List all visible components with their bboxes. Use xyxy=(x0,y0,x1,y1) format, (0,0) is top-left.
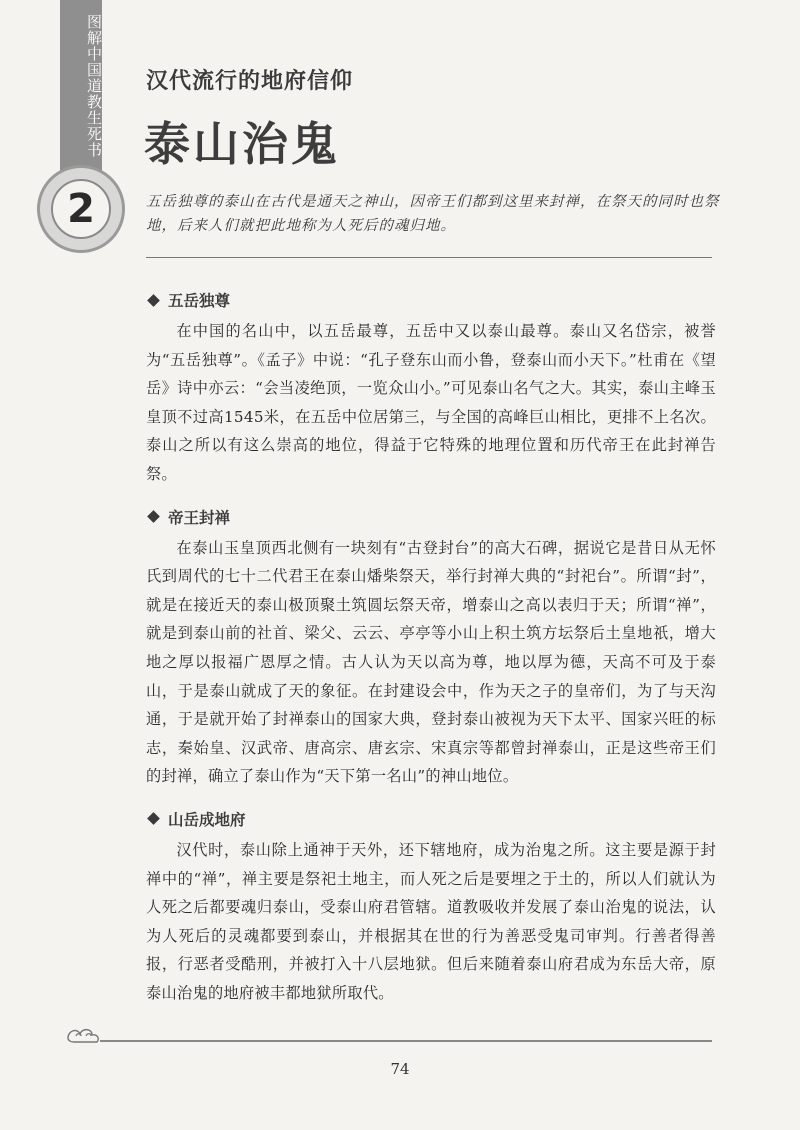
intro-divider xyxy=(146,257,712,258)
footer-divider xyxy=(100,1040,712,1042)
section-heading-text: 帝王封禅 xyxy=(168,508,231,527)
diamond-bullet-icon xyxy=(147,294,160,307)
chapter-kicker: 汉代流行的地府信仰 xyxy=(146,69,354,94)
chapter-number: 2 xyxy=(51,179,111,239)
book-title-tab xyxy=(60,0,102,172)
section-body: 在泰山玉皇顶西北侧有一块刻有“古登封台”的高大石碑，据说它是昔日从无怀氏到周代的七十二代君王在泰山燔柴祭天，举行封禅大典的“封祀台”。所谓“封”，就是在接近天的泰山极顶聚土筑圆坛祭天帝，增泰山之高以表归于天；所谓“禅”，就是到泰山前的社首、梁父、云云、亭亭等小山上积土筑方坛祭后土皇地祇，增大地之厚以报福广恩厚之情。古人认为天以高为尊，地以厚为德，天高不可及于泰山，于是泰山就成了天的象征。在封建设会中，作为天之子的皇帝们，为了与天沟通，于是就开始了封禅泰山的国家大典，登封泰山被视为天下太平、国家兴旺的标志，秦始皇、汉武帝、唐高宗、唐玄宗、宋真宗等都曾封禅泰山，正是这些帝王们的封禅，确立了泰山作为“天下第一名山”的神山地位。 xyxy=(146,538,716,786)
section xyxy=(146,504,716,791)
diamond-bullet-icon xyxy=(147,813,160,826)
section-heading-text: 五岳独尊 xyxy=(168,292,231,310)
chapter-intro: 五岳独尊的泰山在古代是通天之神山，因帝王们都到这里来封禅，在祭天的同时也祭地，后来人们就把此地称为人死后的魂归地。 xyxy=(146,194,720,234)
chapter-content xyxy=(146,287,716,1022)
chapter-badge xyxy=(37,165,125,253)
page-number: 74 xyxy=(390,1060,410,1078)
section-body: 在中国的名山中，以五岳最尊，五岳中又以泰山最尊。泰山又名岱宗，被誉为“五岳独尊”。《孟子》中说：“孔子登东山而小鲁，登泰山而小天下。”杜甫在《望岳》诗中亦云：“会当凌绝顶，一览众山小。”可见泰山名气之大。其实，泰山主峰玉皇顶不过高1545米，在五岳中位居第三，与全国的高峰巨山相比，更排不上名次。泰山之所以有这么崇高的地位，得益于它特殊的地理位置和历代帝王在此封禅告祭。 xyxy=(146,322,716,483)
diamond-bullet-icon xyxy=(147,510,160,523)
section-heading xyxy=(146,806,716,832)
section xyxy=(146,287,716,489)
cloud-scroll-icon xyxy=(64,1022,104,1048)
book-title: 图解中国道教生死书 xyxy=(85,14,103,158)
section-heading xyxy=(146,287,716,313)
section-heading xyxy=(146,504,716,530)
section-body: 汉代时，泰山除上通神于天外，还下辖地府，成为治鬼之所。这主要是源于封禅中的“禅”，禅主要是祭祀土地主，而人死之后是要埋之于土的，所以人们就认为人死之后都要魂归泰山，受泰山府君管辖。道教吸收并发展了泰山治鬼的说法，认为人死后的灵魂都要到泰山，并根据其在世的行为善恶受鬼司审判。行善者得善报，行恶者受酷刑，并被打入十八层地狱。但后来随着泰山府君成为东岳大帝，原泰山治鬼的地府被丰都地狱所取代。 xyxy=(146,840,716,1002)
section-heading-text: 山岳成地府 xyxy=(168,810,246,829)
chapter-title: 泰山治鬼 xyxy=(144,117,340,171)
section xyxy=(146,806,716,1008)
